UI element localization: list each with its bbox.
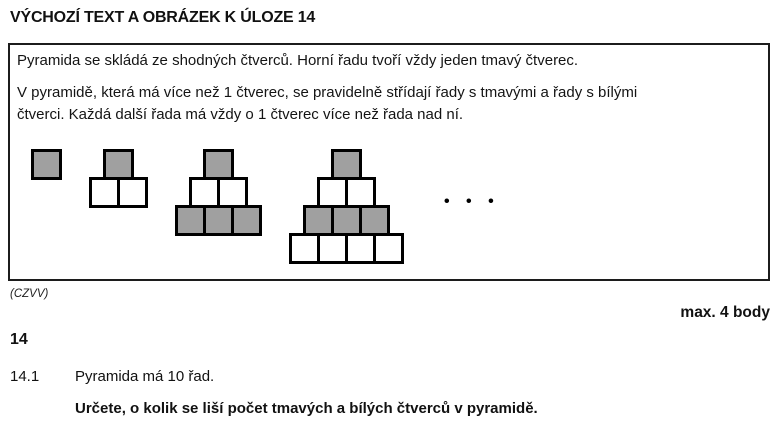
dark-square	[203, 205, 234, 236]
question-number: 14	[10, 331, 28, 348]
pyramid-row	[89, 177, 148, 208]
dark-square	[31, 149, 62, 180]
white-square	[189, 177, 220, 208]
pyramid-row	[289, 233, 404, 264]
dark-square	[331, 149, 362, 180]
white-square	[345, 177, 376, 208]
max-points-label: max. 4 body	[680, 304, 770, 321]
pyramid-row	[331, 149, 362, 180]
stimulus-paragraph-1: Pyramida se skládá ze shodných čtverců. Horní řadu tvoří vždy jeden tmavý čtverec.	[17, 52, 579, 69]
dark-square	[359, 205, 390, 236]
white-square	[345, 233, 376, 264]
stimulus-paragraph-2-line-1: V pyramidě, která má více než 1 čtverec, se pravidelně střídají řady s tmavými a řady s bílými	[17, 84, 638, 101]
white-square	[317, 177, 348, 208]
white-square	[117, 177, 148, 208]
dark-square	[175, 205, 206, 236]
white-square	[89, 177, 120, 208]
sub-question-row	[10, 368, 782, 385]
dark-square	[203, 149, 234, 180]
stimulus-box	[8, 43, 770, 281]
pyramid-row	[31, 149, 62, 180]
pyramid-2-rows	[89, 149, 148, 208]
source-attribution: (CZVV)	[10, 288, 49, 300]
dark-square	[303, 205, 334, 236]
pyramid-row	[189, 177, 248, 208]
pyramid-row	[317, 177, 376, 208]
pyramid-row	[103, 149, 134, 180]
white-square	[317, 233, 348, 264]
sub-question-text: Pyramida má 10 řad.	[75, 368, 215, 385]
pyramid-4-rows	[289, 149, 404, 264]
white-square	[373, 233, 404, 264]
stimulus-paragraph-2-line-2: čtverci. Každá další řada má vždy o 1 čtverec více než řada nad ní.	[17, 106, 464, 123]
pyramid-row	[203, 149, 234, 180]
dark-square	[231, 205, 262, 236]
page-title: VÝCHOZÍ TEXT A OBRÁZEK K ÚLOZE 14	[10, 9, 316, 26]
white-square	[289, 233, 320, 264]
pyramid-3-rows	[175, 149, 262, 236]
pyramid-row	[175, 205, 262, 236]
task-instruction: Určete, o kolik se liší počet tmavých a bílých čtverců v pyramidě.	[75, 400, 538, 417]
dark-square	[103, 149, 134, 180]
ellipsis-dots: • • •	[444, 193, 500, 210]
sub-question-number: 14.1	[10, 368, 40, 385]
pyramid-row	[303, 205, 390, 236]
dark-square	[331, 205, 362, 236]
pyramid-diagram	[31, 149, 760, 264]
pyramid-1-rows	[31, 149, 62, 180]
white-square	[217, 177, 248, 208]
